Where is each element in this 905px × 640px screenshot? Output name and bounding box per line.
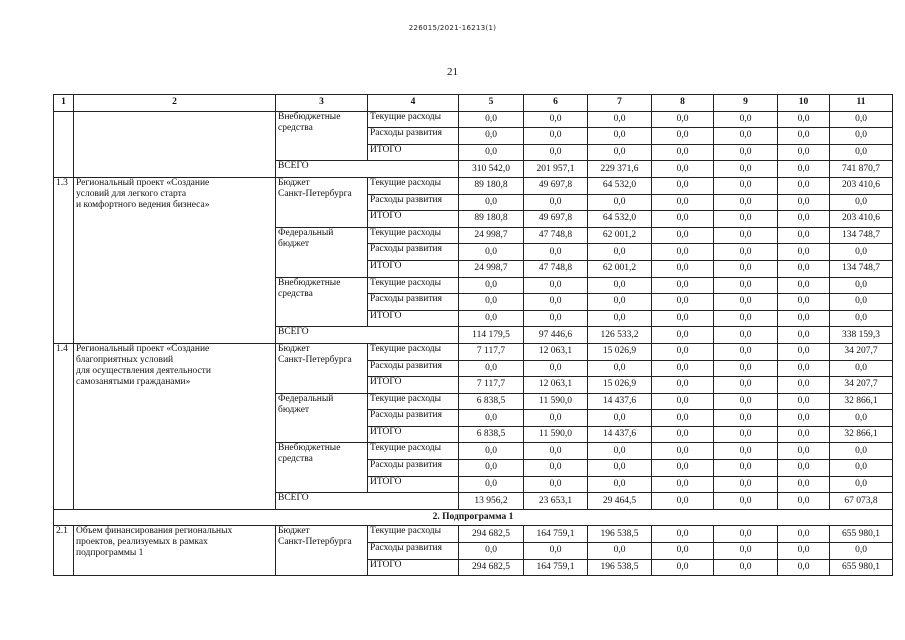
expense-type-cell: Расходы развития [368,128,459,145]
expense-type-cell: Текущие расходы [368,227,459,244]
table-row [54,177,893,194]
value-cell: 0,0 [778,310,830,327]
total-value-cell: 13 956,2 [459,493,524,510]
funding-source-cell-line: Федеральный [278,227,334,238]
value-cell: 0,0 [778,244,830,261]
value-cell: 34 207,7 [830,343,893,360]
value-cell: 0,0 [778,410,830,427]
value-cell: 0,0 [588,543,652,560]
value-cell: 0,0 [652,211,714,228]
value-cell: 0,0 [524,194,588,211]
funding-source-cell [276,393,368,443]
table-row [54,343,893,360]
value-cell: 203 410,6 [830,211,893,228]
value-cell: 0,0 [459,128,524,145]
value-cell: 12 063,1 [524,377,588,394]
value-cell: 0,0 [524,410,588,427]
value-cell: 0,0 [459,244,524,261]
value-cell: 0,0 [652,393,714,410]
total-value-cell: 97 446,6 [524,327,588,344]
value-cell: 0,0 [778,144,830,161]
value-cell: 0,0 [588,443,652,460]
value-cell: 0,0 [652,294,714,311]
value-cell: 0,0 [652,559,714,576]
value-cell: 0,0 [714,559,778,576]
total-value-cell: 201 957,1 [524,161,588,178]
value-cell: 12 063,1 [524,343,588,360]
value-cell: 0,0 [459,294,524,311]
value-cell: 0,0 [459,111,524,128]
funding-source-cell [276,343,368,393]
value-cell: 0,0 [714,128,778,145]
value-cell: 0,0 [778,211,830,228]
funding-source-cell-line: Внебюджетные [278,111,341,122]
total-value-cell: 0,0 [714,493,778,510]
funding-source-cell-line: Внебюджетные [278,443,341,454]
value-cell: 0,0 [652,360,714,377]
value-cell: 0,0 [714,277,778,294]
expense-type-cell: Текущие расходы [368,526,459,543]
total-value-cell: 23 653,1 [524,493,588,510]
value-cell: 0,0 [778,294,830,311]
column-header: 3 [276,95,368,112]
funding-source-cell-line: Бюджет [278,177,310,188]
total-value-cell: 338 159,3 [830,327,893,344]
funding-source-cell-line: Бюджет [278,526,310,537]
funding-source-cell-line: Санкт-Петербурга [278,537,352,548]
value-cell: 0,0 [830,128,893,145]
value-cell: 0,0 [652,310,714,327]
value-cell: 0,0 [652,443,714,460]
value-cell: 0,0 [778,526,830,543]
value-cell: 0,0 [778,111,830,128]
column-header: 2 [74,95,276,112]
value-cell: 0,0 [652,260,714,277]
item-name-cell-line: условий для легкого старта [76,188,187,199]
value-cell: 0,0 [830,460,893,477]
value-cell: 0,0 [524,443,588,460]
funding-source-cell [276,227,368,277]
item-name-cell-line: проектов, реализуемых в рамках [76,537,208,548]
value-cell: 11 590,0 [524,426,588,443]
value-cell: 0,0 [588,294,652,311]
total-label-cell: ВСЕГО [276,493,459,510]
value-cell: 0,0 [778,426,830,443]
value-cell: 0,0 [459,194,524,211]
total-value-cell: 0,0 [778,161,830,178]
value-cell: 0,0 [588,310,652,327]
value-cell: 0,0 [652,177,714,194]
expense-type-cell: ИТОГО [368,310,459,327]
value-cell: 203 410,6 [830,177,893,194]
total-value-cell: 229 371,6 [588,161,652,178]
value-cell: 0,0 [830,443,893,460]
value-cell: 0,0 [830,476,893,493]
value-cell: 0,0 [778,377,830,394]
value-cell: 0,0 [778,476,830,493]
expense-type-cell: ИТОГО [368,426,459,443]
expense-type-cell: Текущие расходы [368,343,459,360]
value-cell: 655 980,1 [830,526,893,543]
value-cell: 0,0 [459,443,524,460]
value-cell: 0,0 [652,410,714,427]
table-row [54,95,893,112]
value-cell: 14 437,6 [588,393,652,410]
funding-source-cell [276,277,368,327]
total-value-cell: 0,0 [652,161,714,178]
value-cell: 11 590,0 [524,393,588,410]
value-cell: 0,0 [459,144,524,161]
expense-type-cell: Расходы развития [368,360,459,377]
value-cell: 62 001,2 [588,260,652,277]
total-value-cell: 29 464,5 [588,493,652,510]
value-cell: 134 748,7 [830,260,893,277]
value-cell: 196 538,5 [588,526,652,543]
value-cell: 0,0 [714,177,778,194]
value-cell: 0,0 [588,244,652,261]
value-cell: 0,0 [459,410,524,427]
value-cell: 0,0 [778,559,830,576]
total-label-cell: ВСЕГО [276,161,459,178]
value-cell: 0,0 [714,260,778,277]
value-cell: 47 748,8 [524,260,588,277]
value-cell: 14 437,6 [588,426,652,443]
value-cell: 0,0 [652,476,714,493]
value-cell: 294 682,5 [459,559,524,576]
value-cell: 6 838,5 [459,393,524,410]
value-cell: 294 682,5 [459,526,524,543]
column-header: 6 [524,95,588,112]
value-cell: 0,0 [524,144,588,161]
expense-type-cell: ИТОГО [368,377,459,394]
total-value-cell: 310 542,0 [459,161,524,178]
item-name-cell-line: и комфортного ведения бизнеса» [76,199,210,210]
expense-type-cell: Расходы развития [368,244,459,261]
value-cell: 0,0 [714,476,778,493]
value-cell: 15 026,9 [588,377,652,394]
item-name-cell-line: подпрограммы 1 [76,548,144,559]
column-header: 9 [714,95,778,112]
funding-source-cell [276,526,368,576]
expense-type-cell: Расходы развития [368,194,459,211]
value-cell: 0,0 [459,360,524,377]
value-cell: 62 001,2 [588,227,652,244]
value-cell: 0,0 [459,543,524,560]
page-number: 21 [447,66,458,78]
value-cell: 0,0 [714,543,778,560]
item-name-cell [74,343,276,509]
expense-type-cell: Расходы развития [368,294,459,311]
expense-type-cell: Текущие расходы [368,177,459,194]
value-cell: 0,0 [652,244,714,261]
value-cell: 0,0 [830,111,893,128]
value-cell: 0,0 [588,111,652,128]
value-cell: 0,0 [652,128,714,145]
value-cell: 134 748,7 [830,227,893,244]
value-cell: 0,0 [778,543,830,560]
value-cell: 0,0 [830,244,893,261]
table-row [54,111,893,128]
value-cell: 0,0 [830,543,893,560]
value-cell: 0,0 [524,543,588,560]
column-header: 5 [459,95,524,112]
value-cell: 0,0 [524,476,588,493]
value-cell: 0,0 [652,194,714,211]
value-cell: 196 538,5 [588,559,652,576]
value-cell: 0,0 [524,128,588,145]
value-cell: 0,0 [830,310,893,327]
value-cell: 0,0 [778,260,830,277]
value-cell: 0,0 [588,277,652,294]
item-name-cell [74,111,276,177]
value-cell: 0,0 [524,310,588,327]
value-cell: 0,0 [652,377,714,394]
value-cell: 32 866,1 [830,426,893,443]
value-cell: 0,0 [652,227,714,244]
value-cell: 0,0 [524,294,588,311]
funding-source-cell-line: Федеральный [278,393,334,404]
value-cell: 0,0 [524,277,588,294]
value-cell: 164 759,1 [524,559,588,576]
value-cell: 0,0 [652,426,714,443]
expense-type-cell: ИТОГО [368,144,459,161]
value-cell: 655 980,1 [830,559,893,576]
value-cell: 0,0 [714,460,778,477]
section-title: 2. Подпрограмма 1 [54,509,893,526]
value-cell: 15 026,9 [588,343,652,360]
value-cell: 0,0 [778,177,830,194]
column-header: 4 [368,95,459,112]
item-number-cell: 1.4 [54,343,74,509]
total-value-cell: 0,0 [652,493,714,510]
funding-source-cell-line: Внебюджетные [278,277,341,288]
item-name-cell-line: Региональный проект «Создание [76,177,210,188]
item-number-cell [54,111,74,177]
column-header: 8 [652,95,714,112]
value-cell: 0,0 [778,227,830,244]
value-cell: 0,0 [778,343,830,360]
total-value-cell: 0,0 [652,327,714,344]
value-cell: 89 180,8 [459,177,524,194]
value-cell: 0,0 [652,543,714,560]
value-cell: 0,0 [714,410,778,427]
value-cell: 0,0 [778,194,830,211]
value-cell: 0,0 [778,443,830,460]
value-cell: 0,0 [830,277,893,294]
financing-table [53,94,893,576]
value-cell: 34 207,7 [830,377,893,394]
value-cell: 24 998,7 [459,227,524,244]
value-cell: 0,0 [830,194,893,211]
column-header: 1 [54,95,74,112]
value-cell: 0,0 [652,111,714,128]
value-cell: 0,0 [830,294,893,311]
value-cell: 64 532,0 [588,177,652,194]
value-cell: 0,0 [714,294,778,311]
total-value-cell: 126 533,2 [588,327,652,344]
value-cell: 0,0 [652,460,714,477]
funding-source-cell [276,177,368,227]
column-header: 7 [588,95,652,112]
value-cell: 0,0 [714,443,778,460]
column-header: 11 [830,95,893,112]
expense-type-cell: Текущие расходы [368,111,459,128]
funding-source-cell-line: средства [278,122,313,133]
value-cell: 0,0 [652,526,714,543]
column-header: 10 [778,95,830,112]
total-value-cell: 0,0 [714,327,778,344]
total-label-cell: ВСЕГО [276,327,459,344]
value-cell: 0,0 [714,111,778,128]
table-row [54,509,893,526]
item-name-cell-line: для осуществления деятельности [76,365,211,376]
funding-source-cell-line: средства [278,454,313,465]
value-cell: 0,0 [652,277,714,294]
item-number-cell: 1.3 [54,177,74,343]
value-cell: 6 838,5 [459,426,524,443]
value-cell: 89 180,8 [459,211,524,228]
value-cell: 0,0 [652,144,714,161]
expense-type-cell: ИТОГО [368,476,459,493]
item-name-cell-line: Региональный проект «Создание [76,343,210,354]
total-value-cell: 741 870,7 [830,161,893,178]
expense-type-cell: Расходы развития [368,543,459,560]
value-cell: 0,0 [459,476,524,493]
funding-source-cell-line: бюджет [278,404,310,415]
value-cell: 0,0 [778,360,830,377]
value-cell: 0,0 [830,144,893,161]
value-cell: 0,0 [459,277,524,294]
value-cell: 0,0 [524,360,588,377]
value-cell: 47 748,8 [524,227,588,244]
funding-source-cell-line: средства [278,288,313,299]
funding-source-cell [276,111,368,161]
expense-type-cell: ИТОГО [368,260,459,277]
value-cell: 64 532,0 [588,211,652,228]
value-cell: 24 998,7 [459,260,524,277]
expense-type-cell: Расходы развития [368,410,459,427]
value-cell: 0,0 [714,343,778,360]
value-cell: 0,0 [830,410,893,427]
total-value-cell: 0,0 [778,327,830,344]
value-cell: 0,0 [588,194,652,211]
value-cell: 0,0 [459,310,524,327]
expense-type-cell: Текущие расходы [368,393,459,410]
value-cell: 7 117,7 [459,377,524,394]
value-cell: 0,0 [778,277,830,294]
expense-type-cell: Текущие расходы [368,277,459,294]
value-cell: 0,0 [714,393,778,410]
funding-source-cell-line: Санкт-Петербурга [278,354,352,365]
value-cell: 49 697,8 [524,211,588,228]
item-name-cell-line: Объем финансирования региональных [76,526,233,537]
value-cell: 0,0 [588,144,652,161]
expense-type-cell: ИТОГО [368,559,459,576]
value-cell: 0,0 [778,393,830,410]
value-cell: 7 117,7 [459,343,524,360]
funding-source-cell-line: бюджет [278,238,310,249]
value-cell: 0,0 [588,360,652,377]
value-cell: 0,0 [778,128,830,145]
value-cell: 0,0 [778,460,830,477]
expense-type-cell: ИТОГО [368,211,459,228]
value-cell: 0,0 [714,360,778,377]
value-cell: 0,0 [652,343,714,360]
expense-type-cell: Расходы развития [368,460,459,477]
value-cell: 0,0 [588,476,652,493]
value-cell: 0,0 [714,526,778,543]
value-cell: 0,0 [524,460,588,477]
value-cell: 0,0 [524,244,588,261]
expense-type-cell: Текущие расходы [368,443,459,460]
value-cell: 32 866,1 [830,393,893,410]
document-id: 226015/2021-16213(1) [408,24,497,32]
value-cell: 0,0 [588,410,652,427]
value-cell: 0,0 [588,460,652,477]
funding-source-cell-line: Санкт-Петербурга [278,188,352,199]
item-name-cell [74,177,276,343]
value-cell: 49 697,8 [524,177,588,194]
value-cell: 0,0 [830,360,893,377]
total-value-cell: 67 073,8 [830,493,893,510]
value-cell: 0,0 [714,377,778,394]
value-cell: 0,0 [714,144,778,161]
value-cell: 0,0 [588,128,652,145]
total-value-cell: 114 179,5 [459,327,524,344]
value-cell: 164 759,1 [524,526,588,543]
table-row [54,526,893,543]
value-cell: 0,0 [714,211,778,228]
value-cell: 0,0 [714,426,778,443]
item-number-cell: 2.1 [54,526,74,576]
funding-source-cell-line: Бюджет [278,343,310,354]
item-name-cell-line: благоприятных условий [76,354,174,365]
total-value-cell: 0,0 [714,161,778,178]
item-name-cell [74,526,276,576]
value-cell: 0,0 [714,310,778,327]
item-name-cell-line: самозанятыми гражданами» [76,376,191,387]
value-cell: 0,0 [714,244,778,261]
value-cell: 0,0 [714,194,778,211]
total-value-cell: 0,0 [778,493,830,510]
funding-source-cell [276,443,368,493]
value-cell: 0,0 [714,227,778,244]
value-cell: 0,0 [524,111,588,128]
value-cell: 0,0 [459,460,524,477]
